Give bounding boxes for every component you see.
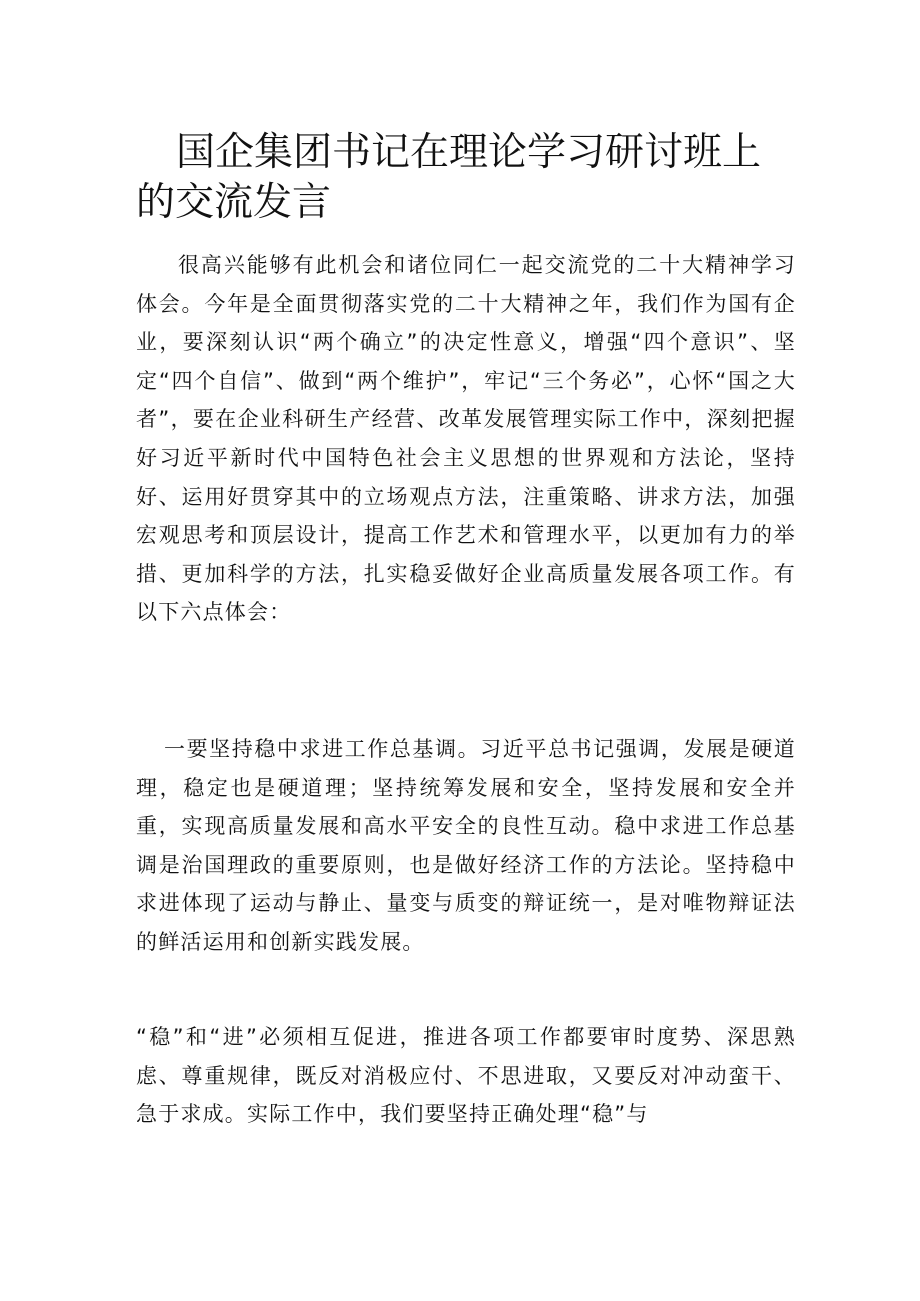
document-title: 国企集团书记在理论学习研讨班上的交流发言 [136,130,762,225]
paragraph-stability-progress: “稳”和“进”必须相互促进，推进各项工作都要审时度势、深思熟虑、尊重规律，既反对消极应付、不思进取，又要反对冲动蛮干、急于求成。实际工作中，我们要坚持正确处理“稳”与 [136,1025,796,1127]
paragraph-point-one: 一要坚持稳中求进工作总基调。习近平总书记强调，发展是硬道理，稳定也是硬道理；坚持统筹发展和安全，坚持发展和安全并重，实现高质量发展和高水平安全的良性互动。稳中求进工作总基调是治国理政的重要原则，也是做好经济工作的方法论。坚持稳中求进体现了运动与静止、量变与质变的辩证统一，是对唯物辩证法的鲜活运用和创新实践发展。 [136,737,796,954]
paragraph-intro: 很高兴能够有此机会和诸位同仁一起交流党的二十大精神学习体会。今年是全面贯彻落实党的二十大精神之年，我们作为国有企业，要深刻认识“两个确立”的决定性意义，增强“四个意识”、坚定“四个自信”、做到“两个维护”，牢记“三个务必”，心怀“国之大者”，要在企业科研生产经营、改革发展管理实际工作中，深刻把握好习近平新时代中国特色社会主义思想的世界观和方法论，坚持好、运用好贯穿其中的立场观点方法，注重策略、讲求方法，加强宏观思考和顶层设计，提高工作艺术和管理水平，以更加有力的举措、更加科学的方法，扎实稳妥做好企业高质量发展各项工作。有以下六点体会： [136,253,796,625]
